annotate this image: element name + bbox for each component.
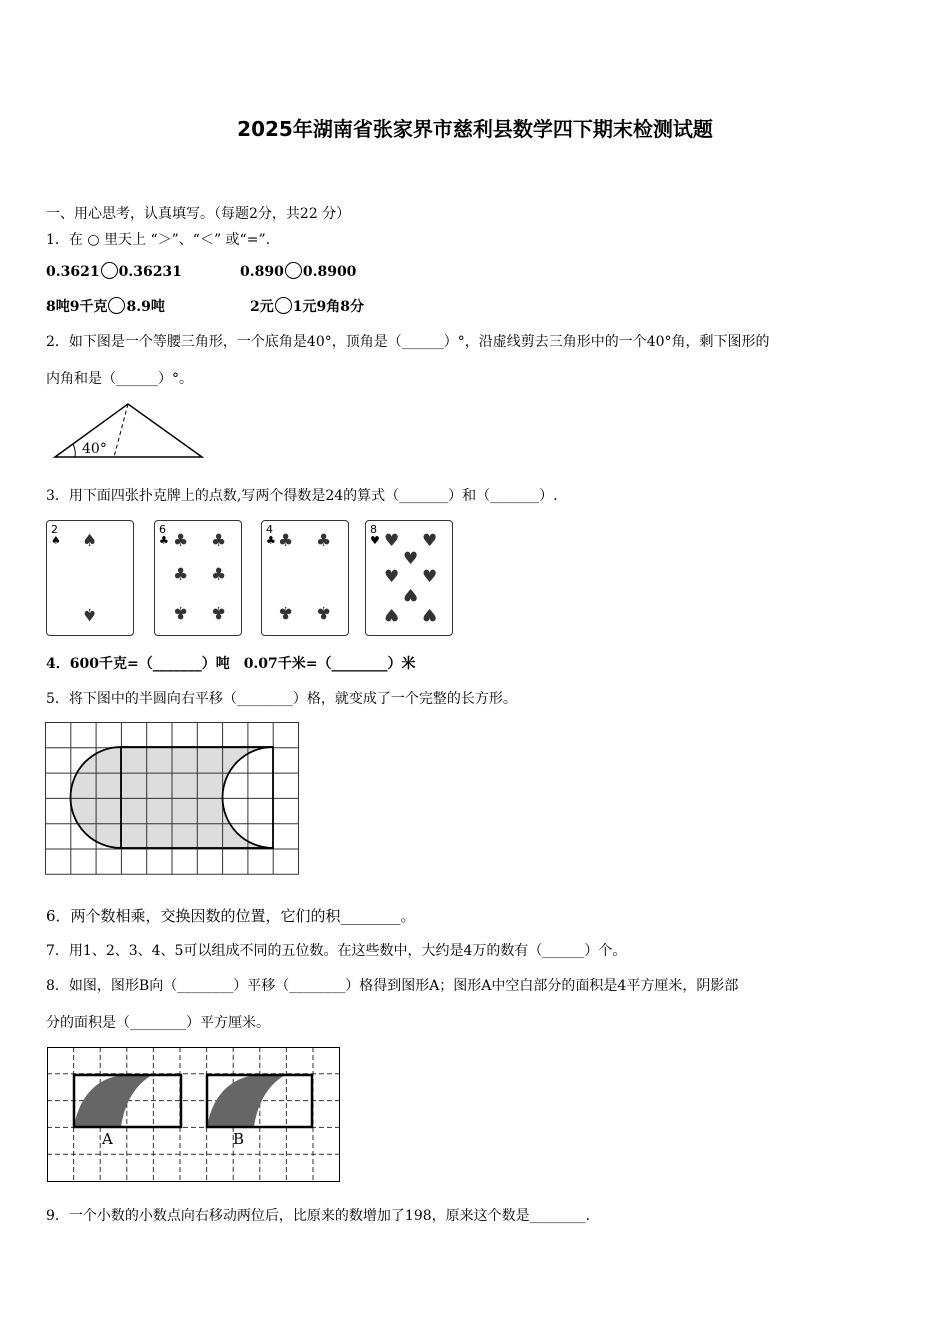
question-5: 5．将下图中的半圆向右平移（________）格，就变成了一个完整的长方形。 [46,691,517,707]
value: 0.3621 [46,264,100,280]
value: 1元9角8分 [292,299,364,315]
suit-icon: ♥ [422,567,438,587]
answer-circle[interactable] [275,297,292,314]
suit-icon: ♥ [422,604,438,624]
question-8-cont: 分的面积是（________）平方厘米。 [46,1015,270,1031]
suit-icon: ♣ [173,602,189,622]
suit-icon: ♣ [278,602,294,622]
semicircle-grid-figure [45,722,301,876]
question-2-cont: 内角和是（______）°。 [46,371,193,387]
triangle-figure [50,400,210,462]
value: 0.890 [240,264,284,280]
suit-icon: ♣ [173,531,189,551]
figure-b-label: B [233,1130,245,1148]
suit-icon: ♣ [316,531,332,551]
value: 8.9吨 [126,299,165,315]
suit-icon: ♥ [384,531,400,551]
suit-icon: ♣ [211,565,227,585]
card-rank: 6 ♣ [159,523,169,547]
suit-icon: ♥ [422,531,438,551]
page-title: 2025年湖南省张家界市慈利县数学四下期末检测试题 [237,117,713,141]
compare-item [240,262,356,280]
question-3: 3．用下面四张扑克牌上的点数,写两个得数是24的算式（_______）和（_______）. [46,488,558,504]
playing-card [154,520,242,636]
question-1: 1．在 ○ 里天上 “＞”、“＜” 或“=”. [46,232,271,248]
suit-icon: ♥ [384,604,400,624]
answer-circle[interactable] [285,262,302,279]
question-9: 9．一个小数的小数点向右移动两位后，比原来的数增加了198，原来这个数是________. [46,1208,591,1224]
suit-icon: ♥ [384,567,400,587]
playing-card [365,520,453,636]
compare-item [46,262,182,280]
suit-icon: ♣ [316,602,332,622]
compare-item [46,296,165,316]
compare-item [250,296,364,316]
playing-card [46,520,134,636]
question-2: 2．如下图是一个等腰三角形，一个底角是40°，顶角是（______）°，沿虚线剪去三角形中的一个40°角，剩下图形的 [46,334,770,350]
question-7: 7．用1、2、3、4、5可以组成不同的五位数。在这些数中，大约是4万的数有（______）个。 [46,943,627,959]
value: 8吨9千克 [46,299,108,315]
angle-label: 40° [82,441,107,457]
answer-circle[interactable] [101,262,118,279]
suit-icon: ♣ [278,531,294,551]
translation-grid-figure [47,1047,341,1183]
card-rank: 8 ♥ [370,523,380,547]
section-heading: 一、用心思考，认真填写。（每题2分，共22 分） [46,206,351,222]
value: 0.36231 [118,264,182,280]
value: 0.8900 [302,264,357,280]
suit-icon: ♣ [211,531,227,551]
playing-card [261,520,349,636]
suit-icon: ♥ [403,549,419,569]
suit-icon: ♠ [82,604,98,624]
answer-circle[interactable] [108,297,125,314]
value: 2元 [250,299,274,315]
question-8: 8．如图，图形B向（________）平移（________）格得到图形A；图形A中空白部分的面积是4平方厘米，阴影部 [46,978,739,994]
suit-icon: ♠ [82,531,98,551]
suit-icon: ♣ [173,565,189,585]
card-rank: 2 ♠ [51,523,61,547]
figure-a-label: A [102,1130,113,1148]
question-4: 4．600千克=（_______）吨 0.07千米=（________）米 [46,656,416,672]
suit-icon: ♥ [403,584,419,604]
suit-icon: ♣ [211,602,227,622]
card-rank: 4 ♣ [266,523,276,547]
question-6: 6．两个数相乘，交换因数的位置，它们的积________。 [46,907,416,925]
